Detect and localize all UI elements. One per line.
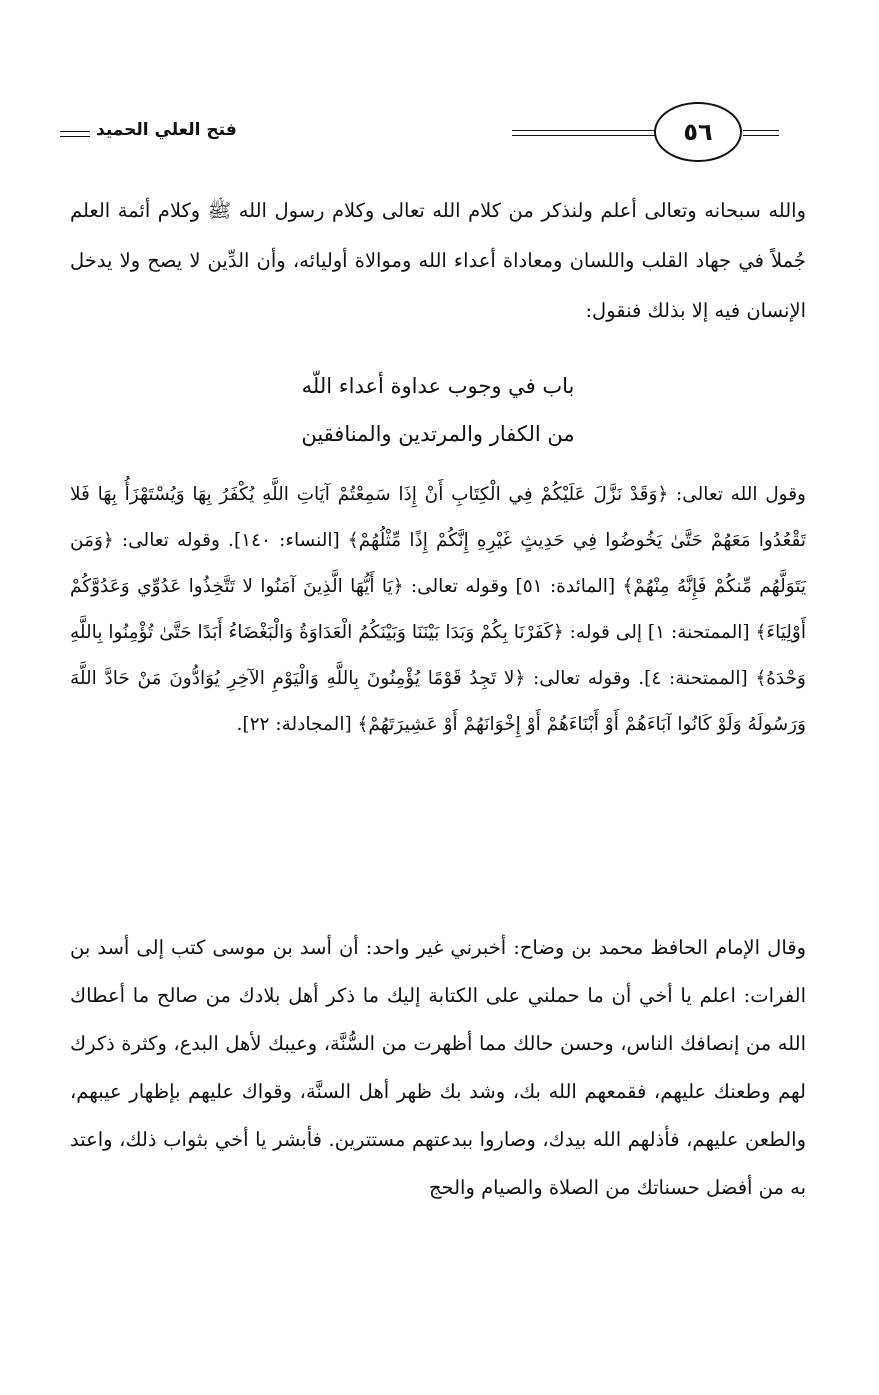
ibn-waddah-paragraph: وقال الإمام الحافظ محمد بن وضاح: أخبرني غير واحد: أن أسد بن موسى كتب إلى أسد بن الفرات: اعلم يا أخي أن ما حملني على الكتابة إليك ما ذكر أهل بلادك من صالح ما أعطاك الله من إنصافك الناس، وحسن حالك مما أظهرت من السُّنَّة، وعيبك لأهل البدع، وكثرة ذكرك لهم وطعنك عليهم، فقمعهم الله بك، وشد بك ظهر أهل السنَّة، وقواك عليهم بإظهار عيبهم، والطعن عليهم، فأذلهم الله بيدك، وصاروا ببدعتهم مستترين. فأبشر يا أخي بثواب ذلك، واعتد به من أفضل حسناتك من الصلاة والصيام والحج bbox=[70, 936, 806, 1199]
quran-citations-paragraph: وقول الله تعالى: ﴿وَقَدْ نَزَّلَ عَلَيْكُمْ فِي الْكِتَابِ أَنْ إِذَا سَمِعْتُمْ آيَاتِ اللَّهِ يُكْفَرُ بِهَا وَيُسْتَهْزَأُ بِهَا فَلا تَقْعُدُوا مَعَهُمْ حَتَّىٰ يَخُوضُوا فِي حَدِيثٍ غَيْرِهِ إِنَّكُمْ إِذًا مِّثْلُهُمْ﴾ [النساء: ١٤٠]. وقوله تعالى: ﴿وَمَن يَتَوَلَّهُم مِّنكُمْ فَإِنَّهُ مِنْهُمْ﴾ [المائدة: ٥١] وقوله تعالى: ﴿يَا أَيُّهَا الَّذِينَ آمَنُوا لا تَتَّخِذُوا عَدُوِّي وَعَدُوَّكُمْ أَوْلِيَاءَ﴾ [الممتحنة: ١] إلى قوله: ﴿كَفَرْنَا بِكُمْ وَبَدَا بَيْنَنَا وَبَيْنَكُمُ الْعَدَاوَةُ وَالْبَغْضَاءُ أَبَدًا حَتَّىٰ تُؤْمِنُوا بِاللَّهِ وَحْدَهُ﴾ [الممتحنة: ٤]. وقوله تعالى: ﴿لا تَجِدُ قَوْمًا يُؤْمِنُونَ بِاللَّهِ وَالْيَوْمِ الآخِرِ يُوَادُّونَ مَنْ حَادَّ اللَّهَ وَرَسُولَهُ وَلَوْ كَانُوا آبَاءَهُمْ أَوْ أَبْنَاءَهُمْ أَوْ إِخْوَانَهُمْ أَوْ عَشِيرَتَهُمْ﴾ [المجادلة: ٢٢]. bbox=[70, 484, 807, 735]
page-number: ٥٦ bbox=[683, 118, 713, 146]
page-header bbox=[60, 100, 780, 164]
page-number-oval bbox=[654, 102, 742, 162]
header-rule-left bbox=[60, 131, 90, 132]
section-heading bbox=[70, 362, 806, 458]
header-rule-right bbox=[743, 130, 779, 131]
intro-paragraph: والله سبحانه وتعالى أعلم ولنذكر من كلام الله تعالى وكلام رسول الله ﷺ وكلام أئمة العلم جُملاً في جهاد القلب واللسان ومعاداة أعداء الله وموالاة أوليائه، وأن الدِّين لا يصح ولا يدخل الإنسان فيه إلا بذلك فنقول: bbox=[70, 199, 806, 322]
header-rule-left-2 bbox=[60, 136, 90, 137]
header-rule-right-2 bbox=[743, 135, 779, 136]
section-heading-line-1: باب في وجوب عداوة أعداء اللّه bbox=[301, 374, 575, 398]
section-heading-line-2: من الكفار والمرتدين والمنافقين bbox=[301, 422, 575, 446]
running-title: فتح العلي الحميد bbox=[96, 120, 237, 140]
